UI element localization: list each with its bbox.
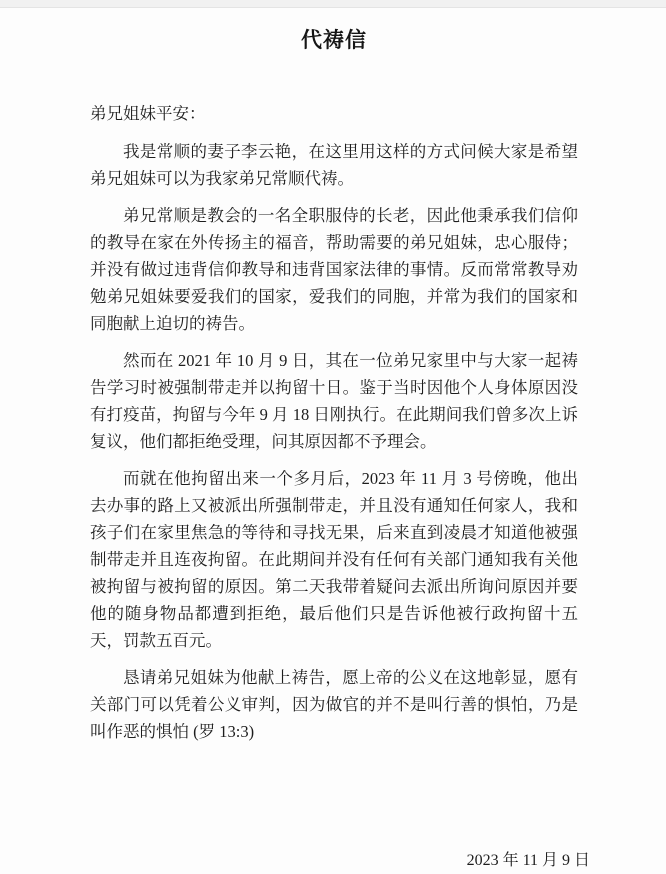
paragraph-introduction: 我是常顺的妻子李云艳，在这里用这样的方式问候大家是希望弟兄姐妹可以为我家弟兄常顺代祷。 [90, 142, 578, 188]
paragraph-2021-detention: 然而在 2021 年 10 月 9 日，其在一位弟兄家里中与大家一起祷告学习时被强制带走并以拘留十日。鉴于当时因他个人身体原因没有打疫苗，拘留与今年 9 月 18 日刚执行。在此期间我们曾多次上诉复议，他们都拒绝受理，问其原因都不予理会。 [90, 351, 578, 451]
letter-body [90, 138, 578, 745]
letter-title: 代祷信 [301, 29, 367, 52]
paragraph-about-changshun: 弟兄常顺是教会的一名全职服侍的长老，因此他秉承我们信仰的教导在家在外传扬主的福音，帮助需要的弟兄姐妹，忠心服侍；并没有做过违背信仰教导和违背国家法律的事情。反而常常教导劝勉弟兄姐妹要爱我们的国家，爱我们的同胞，并常为我们的国家和同胞献上迫切的祷告。 [90, 206, 578, 333]
top-edge-strip [0, 0, 666, 8]
prayer-letter-document [0, 24, 666, 874]
letter-date: 2023 年 11 月 9 日 [466, 852, 590, 869]
paragraph-2023-detention: 而就在他拘留出来一个多月后，2023 年 11 月 3 号傍晚，他出去办事的路上又被派出所强制带走，并且没有通知任何家人，我和孩子们在家里焦急的等待和寻找无果，后来直到凌晨才知道他被强制带走并且连夜拘留。在此期间并没有任何有关部门通知我有关他被拘留与被拘留的原因。第二天我带着疑问去派出所询问原因并要他的随身物品都遭到拒绝，最后他们只是告诉他被行政拘留十五天，罚款五百元。 [90, 469, 578, 650]
letter-greeting: 弟兄姐妹平安： [90, 104, 206, 123]
paragraph-prayer-request: 恳请弟兄姐妹为他献上祷告，愿上帝的公义在这地彰显，愿有关部门可以凭着公义审判，因为做官的并不是叫行善的惧怕，乃是叫作恶的惧怕 (罗 13:3) [90, 668, 578, 741]
